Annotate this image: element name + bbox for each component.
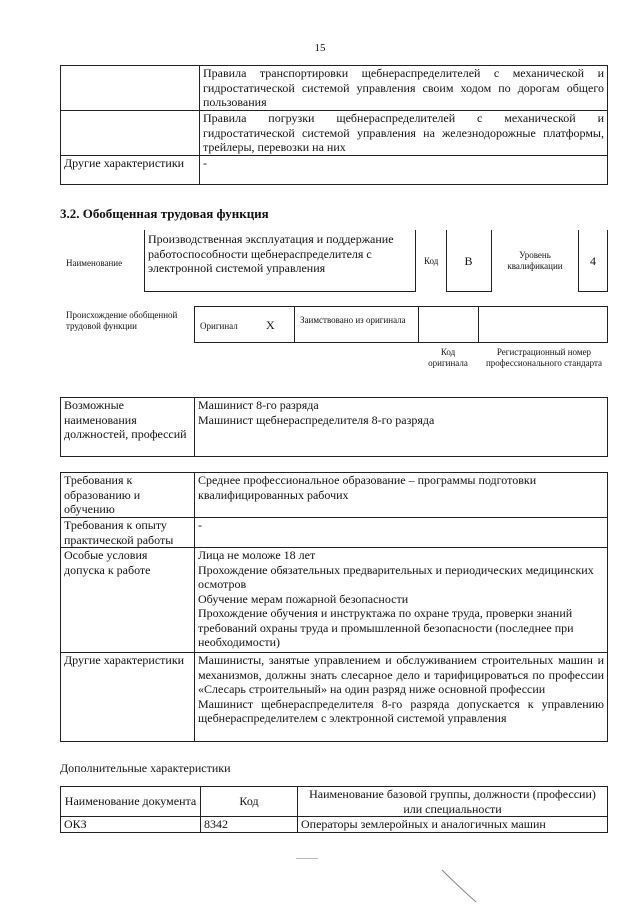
additional-title: Дополнительные характеристики xyxy=(60,761,231,775)
gtf-code-box xyxy=(446,230,492,292)
additional-row-name: Операторы землеройных и аналогичных машин xyxy=(298,817,608,833)
positions-values xyxy=(195,398,608,457)
admission-line-4: Прохождение обучения и инструктажа по охране труда, проверки знаний требований охраны труда и промышленной безопасности (последнее при необходимости) xyxy=(198,606,574,649)
transport-rules-cell: Правила транспортировки щебнераспределителей с механической и гидростатической системой управления своим ходом по дорогам общего пользования xyxy=(200,66,608,111)
origin-label: Происхождение обобщенной трудовой функции xyxy=(66,310,178,331)
additional-table xyxy=(60,786,608,833)
gtf-level-label: Уровень квалификации xyxy=(507,250,563,271)
admission-line-1: Лица не моложе 18 лет xyxy=(198,548,316,562)
req-experience-value: - xyxy=(195,518,608,548)
origin-reg-caption: Регистрационный номер профессионального стандарта xyxy=(485,347,603,368)
position-2: Машинист щебнераспределителя 8-го разряда xyxy=(198,412,435,427)
scan-stroke xyxy=(440,868,480,904)
position-1: Машинист 8-го разряда xyxy=(198,398,319,412)
top-table xyxy=(60,65,608,185)
table-row xyxy=(61,817,608,833)
req-other-value xyxy=(195,653,608,742)
gtf-name-value: Производственная эксплуатация и поддержание работоспособности щебнераспределителя с электронной системой управления xyxy=(144,230,416,292)
loading-rules-cell: Правила погрузки щебнераспределителей с механической и гидростатической системой управления на железнодорожные платформы, трейлеры, перевозки на них xyxy=(200,111,608,156)
gtf-code-label: Код xyxy=(424,256,439,266)
additional-header-code: Код xyxy=(201,787,298,817)
other-characteristics-label: Другие характеристики xyxy=(61,155,200,184)
admission-line-3: Обучение мерам пожарной безопасности xyxy=(198,591,409,606)
additional-header-document: Наименование документа xyxy=(61,787,201,817)
origin-borrowed-label: Заимствовано из оригинала xyxy=(300,315,406,325)
req-experience-label: Требования к опыту практической работы xyxy=(61,518,195,548)
gtf-level-value: 4 xyxy=(590,254,596,268)
gtf-name-label: Наименование xyxy=(66,258,123,268)
origin-original-mark: X xyxy=(266,318,275,332)
other-line-1: Машинисты, занятые управлением и обслуживанием строительных машин и механизмов, должны знать слесарное дело и тарифицироваться по профессии «Слесарь строительный» на один разряд ниже основной профессии xyxy=(198,653,604,696)
requirements-table xyxy=(60,472,608,742)
req-education-value: Среднее профессиональное образование – программы подготовки квалифицированных рабочих xyxy=(195,473,608,518)
req-education-label: Требования к образованию и обучению xyxy=(61,473,195,518)
gtf-level-box xyxy=(578,230,608,292)
section-title: 3.2. Обобщенная трудовая функция xyxy=(60,206,269,221)
req-other-label: Другие характеристики xyxy=(61,653,195,742)
additional-row-code: 8342 xyxy=(201,817,298,833)
page-number: 15 xyxy=(314,42,326,54)
other-characteristics-value: - xyxy=(200,155,608,184)
positions-table xyxy=(60,397,608,457)
req-admission-value xyxy=(195,548,608,653)
req-admission-label: Особые условия допуска к работе xyxy=(61,548,195,653)
additional-row-document: ОКЗ xyxy=(61,817,201,833)
other-line-2: Машинист щебнераспределителя 8-го разряда допускается к управлению щебнераспределителем с электронной системой управления xyxy=(198,696,604,725)
origin-original-label: Оригинал xyxy=(200,321,238,331)
additional-header-name: Наименование базовой группы, должности (профессии) или специальности xyxy=(298,787,608,817)
positions-label: Возможные наименования должностей, профессий xyxy=(61,398,195,457)
origin-code-caption: Код оригинала xyxy=(428,347,468,368)
admission-line-2: Прохождение обязательных предварительных и периодических медицинских осмотров xyxy=(198,562,594,591)
gtf-code-value: B xyxy=(464,254,473,268)
scan-mark xyxy=(296,858,318,859)
